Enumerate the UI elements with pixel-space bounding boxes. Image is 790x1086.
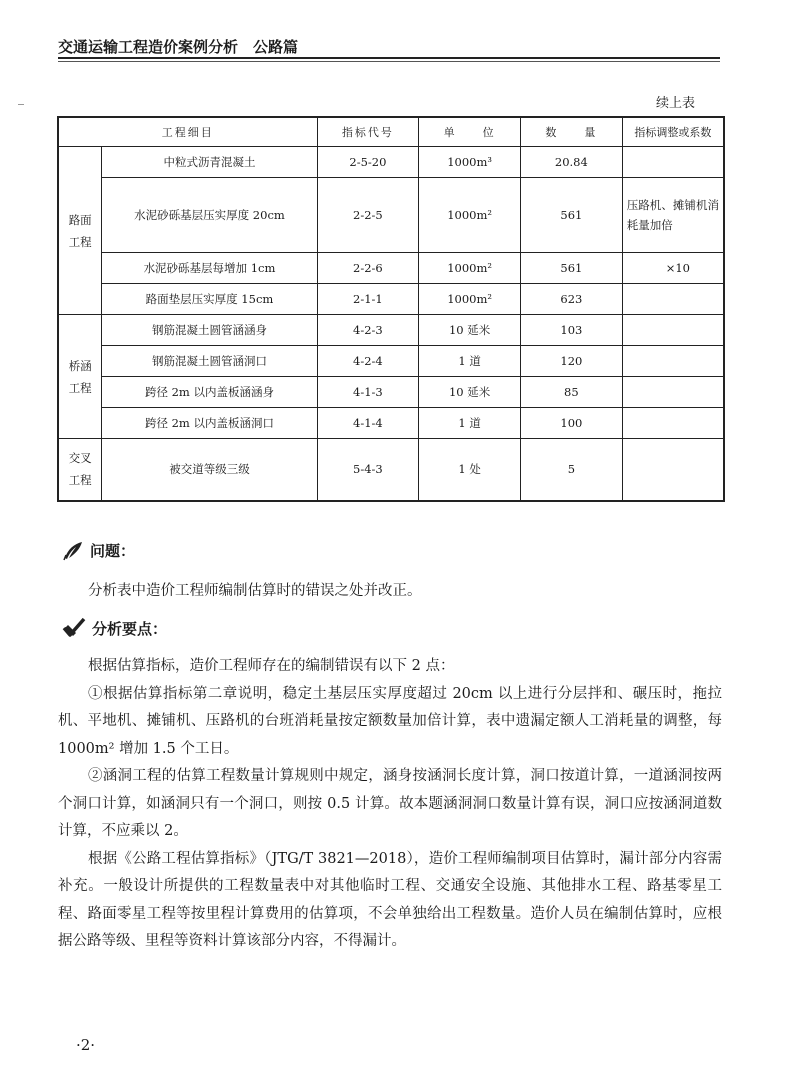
unit-cell: 1 道	[419, 408, 521, 439]
table-row	[58, 377, 724, 408]
code-cell: 4-2-3	[317, 315, 419, 346]
analysis-paragraph: ②涵洞工程的估算工程数量计算规则中规定，涵身按涵洞长度计算，洞口按道计算，一道涵洞按两个洞口计算，如涵洞只有一个洞口，则按 0.5 计算。故本题涵洞洞口数量计算有误，洞口应按涵洞道数计算，不应乘以 2。	[58, 768, 722, 839]
qty-cell: 20.84	[520, 147, 622, 178]
question-title: 问题：	[90, 542, 136, 560]
qty-cell: 5	[520, 439, 622, 501]
col-header-adj: 指标调整或系数	[622, 117, 724, 147]
adj-cell	[622, 408, 724, 439]
adj-cell	[622, 147, 724, 178]
header-rule-thin	[58, 61, 720, 62]
item-cell: 水泥砂砾基层压实厚度 20cm	[102, 178, 317, 253]
running-header: 交通运输工程造价案例分析 公路篇	[58, 38, 299, 56]
code-cell: 2-1-1	[317, 284, 419, 315]
qty-cell: 100	[520, 408, 622, 439]
analysis-paragraph: 根据估算指标，造价工程师存在的编制错误有以下 2 点：	[88, 658, 455, 674]
page-number: ·2·	[76, 1036, 96, 1054]
unit-cell: 1000m³	[419, 147, 521, 178]
adj-cell	[622, 439, 724, 501]
code-cell: 4-1-3	[317, 377, 419, 408]
col-header-item: 工程细目	[58, 117, 317, 147]
col-header-unit: 单 位	[419, 117, 521, 147]
adj-cell: ×10	[622, 253, 724, 284]
table-header-row	[58, 117, 724, 147]
analysis-heading	[62, 617, 167, 639]
table-row	[58, 284, 724, 315]
code-cell: 2-5-20	[317, 147, 419, 178]
col-header-code: 指标代号	[317, 117, 419, 147]
item-cell: 钢筋混凝土圆管涵涵身	[102, 315, 317, 346]
adj-cell	[622, 315, 724, 346]
item-cell: 路面垫层压实厚度 15cm	[102, 284, 317, 315]
item-cell: 被交道等级三级	[102, 439, 317, 501]
code-cell: 2-2-6	[317, 253, 419, 284]
unit-cell: 10 延米	[419, 377, 521, 408]
estimate-table	[57, 116, 725, 502]
category-cell	[58, 147, 102, 315]
question-heading	[62, 540, 135, 561]
table-row	[58, 439, 724, 501]
unit-cell: 1 处	[419, 439, 521, 501]
code-cell: 4-2-4	[317, 346, 419, 377]
qty-cell: 561	[520, 178, 622, 253]
category-line: 桥涵	[68, 358, 92, 373]
check-pen-icon	[62, 617, 86, 639]
table-row	[58, 315, 724, 346]
analysis-paragraph: 根据《公路工程估算指标》（JTG/T 3821—2018），造价工程师编制项目估算时，漏计部分内容需补充。一般设计所提供的工程数量表中对其他临时工程、交通安全设施、其他排水工程、路基零星工程、路面零星工程等按里程计算费用的估算项，不会单独给出工程数量。造价人员在编制估算时，应根据公路等级、里程等资料计算该部分内容，不得漏计。	[58, 850, 722, 949]
table-row	[58, 178, 724, 253]
qty-cell: 623	[520, 284, 622, 315]
category-line: 工程	[68, 380, 92, 395]
unit-cell: 1000m²	[419, 178, 521, 253]
adj-cell	[622, 346, 724, 377]
question-text: 分析表中造价工程师编制估算时的错误之处并改正。	[88, 583, 422, 599]
qty-cell: 120	[520, 346, 622, 377]
continued-label: 续上表	[655, 96, 695, 111]
item-cell: 跨径 2m 以内盖板涵洞口	[102, 408, 317, 439]
qty-cell: 561	[520, 253, 622, 284]
category-line: 路面	[68, 212, 92, 227]
code-cell: 4-1-4	[317, 408, 419, 439]
adj-cell	[622, 284, 724, 315]
table-row	[58, 408, 724, 439]
qty-cell: 103	[520, 315, 622, 346]
unit-cell: 1000m²	[419, 284, 521, 315]
adj-cell: 压路机、摊铺机消耗量加倍	[622, 178, 724, 253]
code-cell: 5-4-3	[317, 439, 419, 501]
code-cell: 2-2-5	[317, 178, 419, 253]
table-row	[58, 147, 724, 178]
quill-pen-icon	[62, 541, 84, 561]
unit-cell: 1000m²	[419, 253, 521, 284]
item-cell: 钢筋混凝土圆管涵洞口	[102, 346, 317, 377]
qty-cell: 85	[520, 377, 622, 408]
item-cell: 跨径 2m 以内盖板涵涵身	[102, 377, 317, 408]
category-line: 工程	[68, 234, 92, 249]
item-cell: 中粒式沥青混凝土	[102, 147, 317, 178]
analysis-title: 分析要点：	[92, 619, 168, 638]
header-rule	[58, 57, 720, 59]
analysis-body	[58, 653, 722, 956]
unit-cell: 10 延米	[419, 315, 521, 346]
margin-mark	[18, 104, 24, 105]
analysis-paragraph: ①根据估算指标第二章说明，稳定土基层压实厚度超过 20cm 以上进行分层拌和、碾压时，拖拉机、平地机、摊铺机、压路机的台班消耗量按定额数量加倍计算，表中遗漏定额人工消耗量的调整，每 1000m² 增加 1.5 个工日。	[58, 685, 722, 757]
col-header-qty: 数 量	[520, 117, 622, 147]
table-row	[58, 253, 724, 284]
category-line: 交叉	[68, 451, 92, 466]
category-line: 工程	[68, 473, 92, 488]
adj-cell	[622, 377, 724, 408]
item-cell: 水泥砂砾基层每增加 1cm	[102, 253, 317, 284]
category-cell	[58, 315, 102, 439]
category-cell	[58, 439, 102, 501]
unit-cell: 1 道	[419, 346, 521, 377]
table-row	[58, 346, 724, 377]
